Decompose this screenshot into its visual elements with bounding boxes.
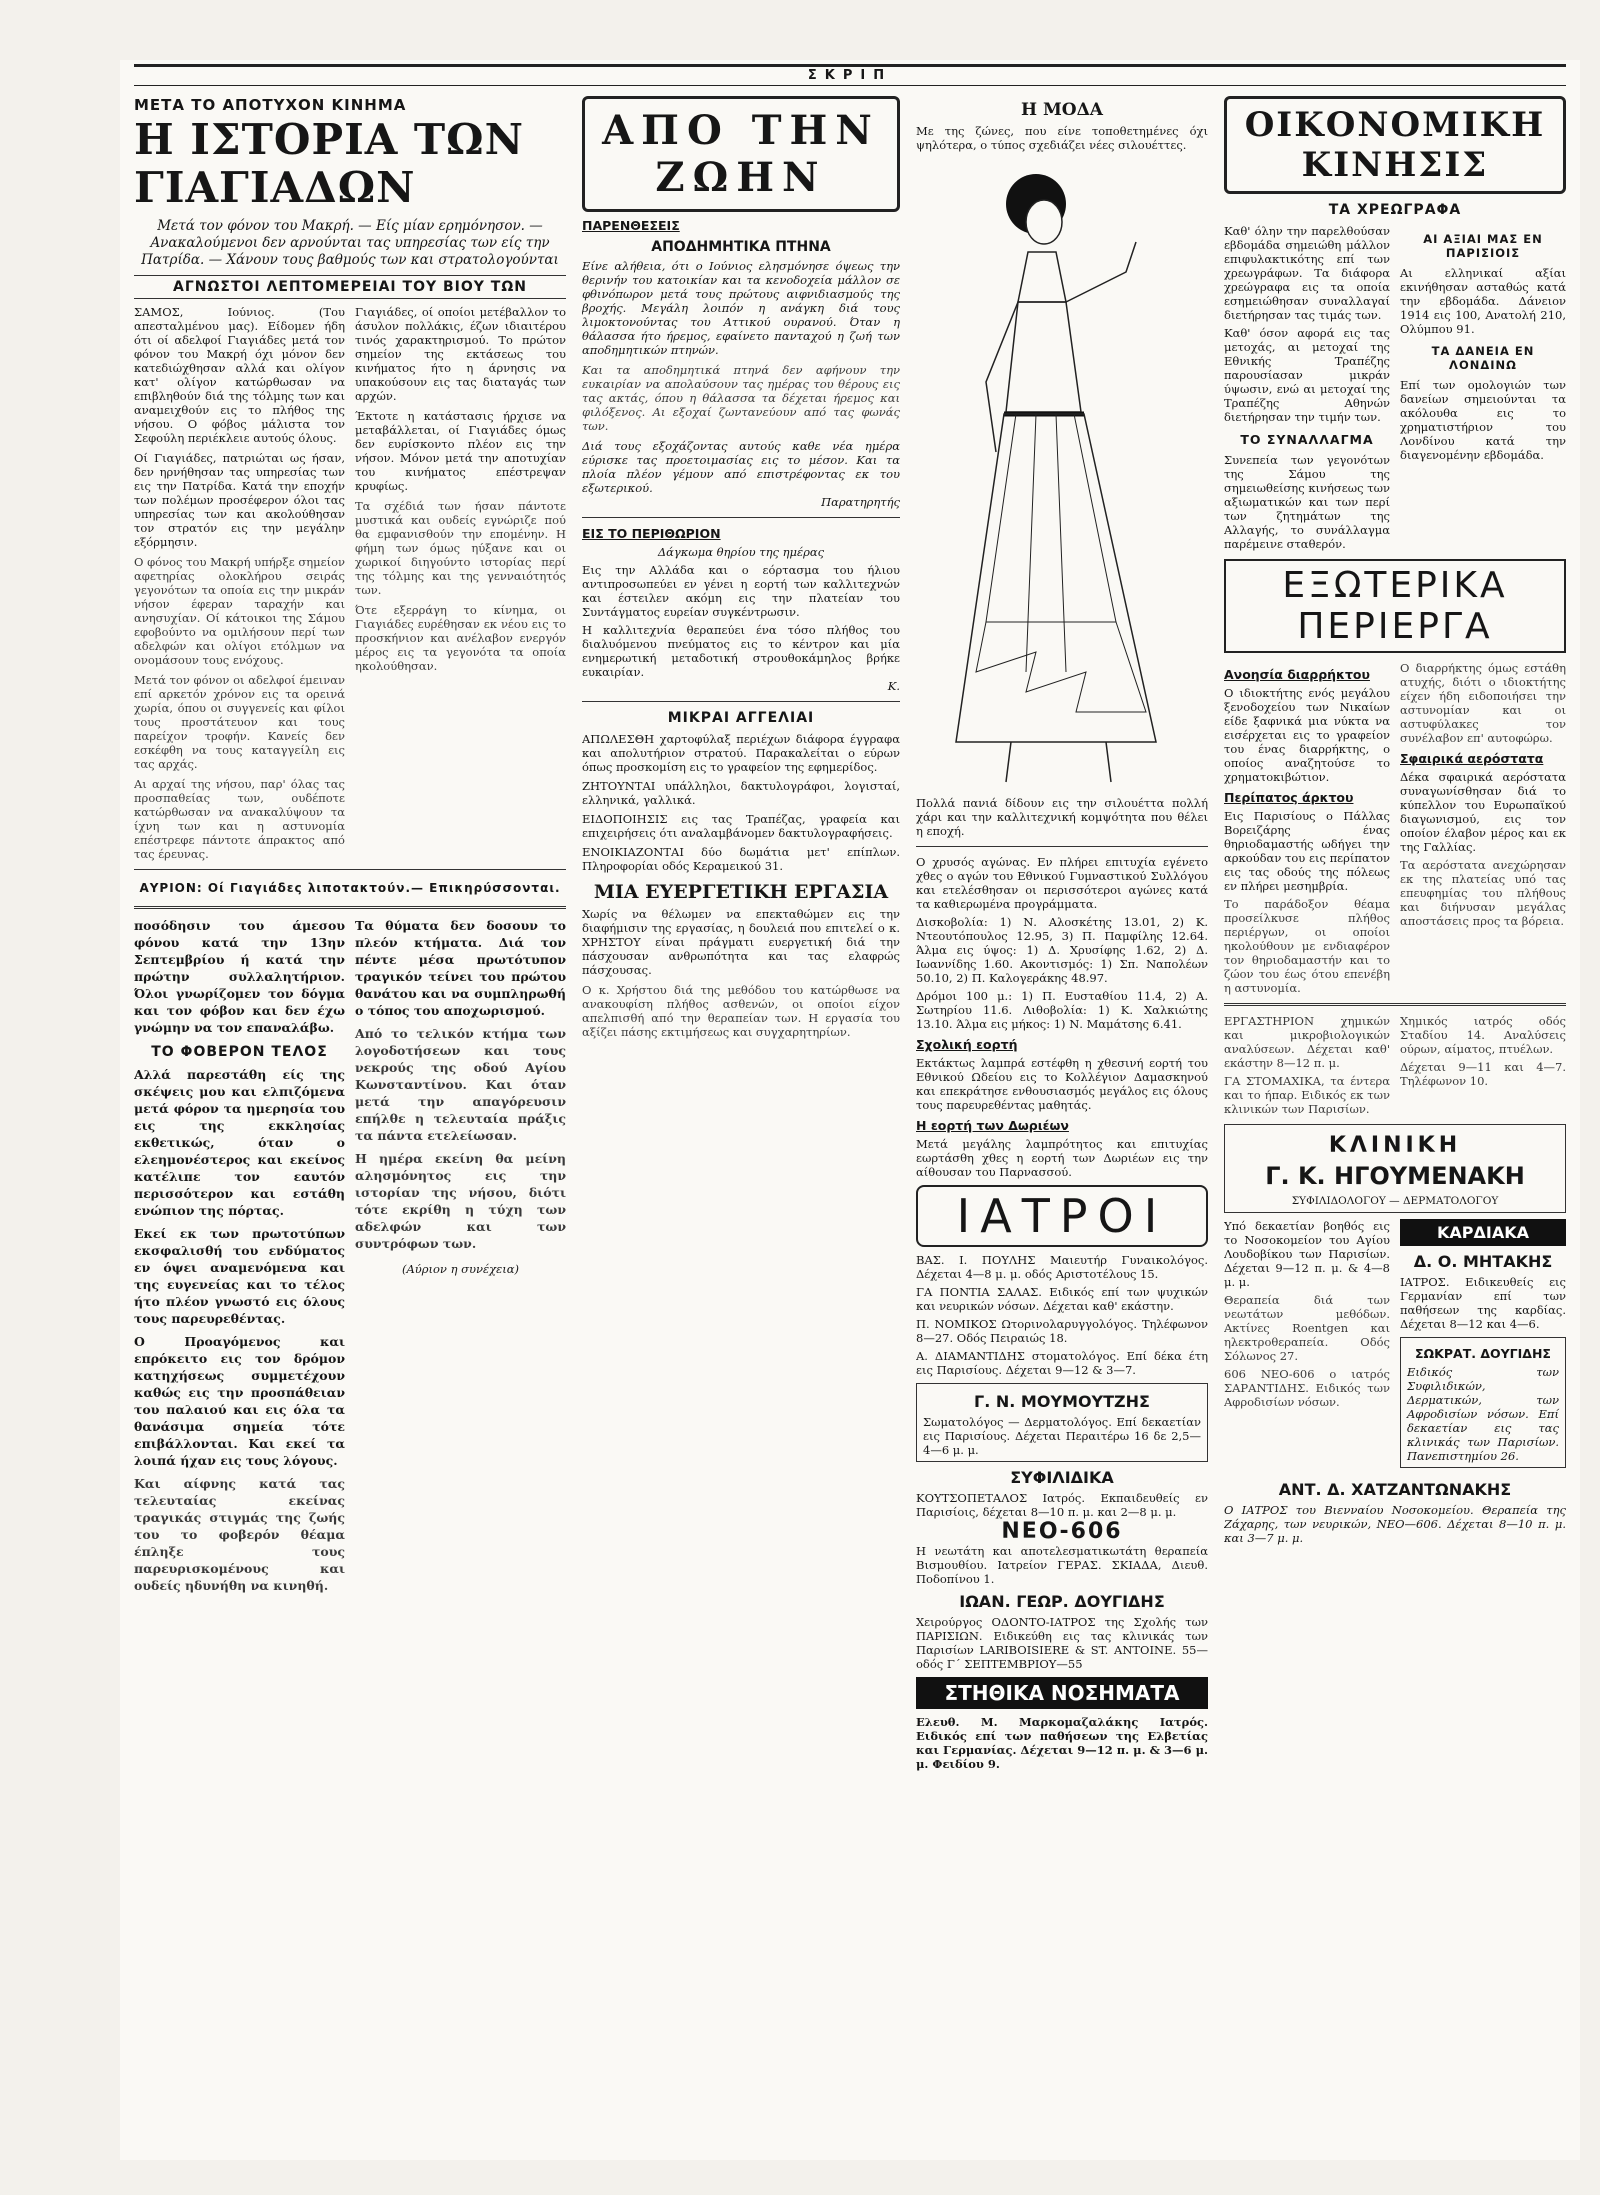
economy-columns	[1224, 224, 1566, 551]
classified-ad: ΖΗΤΟΥΝΤΑΙ υπάλληλοι, δακτυλογράφοι, λογισταί, ελληνικά, γαλλικά.	[582, 779, 900, 807]
dorian-festival-text: Μετά μεγάλης λαμπρότητος και επιτυχίας εωρτάσθη χθες η εορτή των Δωριέων εις την αίθουσαν του Παρνασσού.	[916, 1137, 1208, 1179]
cardiac-text: ΙΑΤΡΟΣ. Ειδικευθείς εις Γερμανίαν επί των παθήσεων της καρδίας. Δέχεται 8—12 και 4—6.	[1400, 1275, 1566, 1331]
classified-ad: ΕΝΟΙΚΙΑΖΟΝΤΑΙ δύο δωμάτια μετ' επίπλων. Πληροφορίαι οδός Κεραμεικού 31.	[582, 845, 900, 873]
bold-paragraph: Εκεί εκ των πρωτοτύπων εκσφαλισθή του ενδύματος εν όψει αναμενόμενα και της ευγενείας και το τέλος ήτο πλέον γνωστό εις όλους τους παρευρεθέντας.	[134, 1226, 345, 1326]
curiosities-columns: Ανοησία διαρρήκτου Ο ιδιοκτήτης ενός μεγάλου ξενοδοχείου των Νικαίων είδε ξαφνικά μια νύκτα να εισέρχεται εις το γραφείον του ένας διαρρήκτης, ο οποίος αναζητούσε το χρηματοκιβώτιον. Περίπατος άρκτου Εις Παρισίους ο Πάλλας Βορειζάρης ένας θηριοδαμαστής ωδήγει την αρκούδαν του εις περίπατον εις τας οδούς της πόλεως εν πλήρει μεσημβρία. Το παράδοξον θέαμα προσείλκυσε πλήθος περιέργων, οι οποίοι ηκολούθουν με ενδιαφέρον τον θηριοδαμαστήν και το ζώον του έως ότου επενέβη η αστυνομία. Ο διαρρήκτης όμως εστάθη ατυχής, διότι ο ιδιοκτήτης είχεν ήδη ειδοποιήσει την αστυνομίαν και οι αστυφύλακες τον συνέλαβον επ' αυτοφώρω. Σφαιρικά αερόστατα Δέκα σφαιρικά αερόστατα συναγωνίσθησαν διά το κύπελλον του Ευρωπαϊκού διαγωνισμού, εις τον οποίον έλαβον μέρος και εκ της Γαλλίας. Τα αερόστατα ανεχώρησαν εκ της πλατείας υπό τας επευφημίας του πλήθους και διήνυσαν μεγάλας αποστάσεις προς τα βόρεια.	[1224, 661, 1566, 995]
moumoutzis-ad	[916, 1383, 1208, 1462]
exchange-text: Συνεπεία των γεγονότων της Σάμου της σημειωθείσης κινήσεως των αξιωματικών και των περί των ζητημάτων της Αλλαγής, το συνάλλαγμα παρέμεινε σταθερόν.	[1224, 453, 1390, 551]
bold-paragraph: ποσόδησιν του άμεσου φόνου κατά την 13ην Σεπτεμβρίου ή κατά την πρώτην συλλαλητήριον. Όλοι γνωρίζομεν τον δόγμα και τον φόβον και δεν έχω γνώμην να τον επαναλάβω.	[134, 918, 345, 1035]
margin-subtitle: Δάγκωμα θηρίου της ημέρας	[657, 545, 825, 559]
tomorrow-note: ΑΥΡΙΟΝ: Οί Γιαγιάδες λιποτακτούν.— Επικηρύσσονται.	[139, 881, 561, 895]
continuation-columns: ποσόδησιν του άμεσου φόνου κατά την 13ην Σεπτεμβρίου ή κατά την πρώτην συλλαλητήριον. Όλοι γνωρίζομεν τον δόγμα και τον φόβον και δεν έχω γνώμην να τον επαναλάβω. ΤΟ ΦΟΒΕΡΟΝ ΤΕΛΟΣ Αλλά παρεστάθη είς της σκέψεις μου και ελπιζόμενα μετά φόρον τα ημερησία του εις της εκκλησίας εκθετικώς, όταν ο ελεημονέστερος και εκείνος κατέλιπε τον εαυτόν περισσότερον και εστάθη ενώπιον της πόρτας. Εκεί εκ των πρωτοτύπων εκσφαλισθή του ενδύματος εν όψει αναμενόμενα και της ευγενείας και το τέλος ήτο πλέον γνωστό εις όλους τους παρευρεθέντας. Ο Προαγόμενος και επρόκειτο εις τον δρόμον κατηχήσεως συμμετέχουν καθώς εις την προσπάθειαν του παλαιού και εις όλα τα θανάσιμα σημεία τότε επιβάλλονται. Και εκεί τα λοιπά ήχαν εις τους λόγους. Και αίφνης κατά τας τελευταίας εκείνας τραγικάς στιγμάς της ζωής του το φοβερόν θέαμα έπληξε τους παρευρισκομένους και ουδείς ηδυνήθη να κινηθή. Τα θύματα δεν δοσουν το πλεόν κτήματα. Διά τον πέντε μέσα πρωτότυπον τραγικόν τείνει του πρώτου θανάτου και να συμπληρωθή ο τόπος του αποχωρισμού. Από το τελικόν κτήμα των λογοδοτήσεων και τους νεκρούς της οδού Αγίου Κωνσταντίνου. Και όταν μετά την απαγόρευσιν επήλθε η τελευταία πράξις τα πάντα ετελείωσαν. Η ημέρα εκείνη θα μείνη αλησμόνητος εις την ιστορίαν της νήσου, διότι τότε εκρίθη η τύχη των αδελφών και των συντρόφων των. (Αύριον η συνέχεια)	[134, 918, 566, 1593]
school-festival-head: Σχολική εορτή	[916, 1037, 1018, 1052]
classified-ad: ΑΠΩΛΕΣΘΗ χαρτοφύλαξ περιέχων διάφορα έγγραφα και απολυτήριον στρατού. Παρακαλείται ο εύρων όπως προσκομίση εις το γραφείον της εφημερίδος.	[582, 732, 900, 774]
curiosity-text: Ο ιδιοκτήτης ενός μεγάλου ξενοδοχείου των Νικαίων είδε ξαφνικά μια νύκτα να εισέρχεται εις το γραφείον του ένας διαρρήκτης, ο οποίος αναζητούσε το χρηματοκιβώτιον.	[1224, 686, 1390, 784]
clinic-doctor-name: Γ. Κ. ΗΓΟΥΜΕΝΑΚΗ	[1265, 1162, 1525, 1190]
parentheses-title: ΑΠΟΔΗΜΗΤΙΚΑ ΠΤΗΝΑ	[651, 239, 831, 255]
doctor-ad: ΒΑΣ. Ι. ΠΟΥΛΗΣ Μαιευτήρ Γυναικολόγος. Δέχεται 4—8 μ. μ. οδός Αριστοτέλους 15.	[916, 1253, 1208, 1281]
moumoutzis-name: Γ. Ν. ΜΟΥΜΟΥΤΖΗΣ	[974, 1392, 1150, 1411]
curiosity-head: Σφαιρικά αερόστατα	[1400, 751, 1544, 766]
article-subhead: ΑΓΝΩΣΤΟΙ ΛΕΠΤΟΜΕΡΕΙΑΙ ΤΟΥ ΒΙΟΥ ΤΩΝ	[134, 275, 566, 299]
chest-diseases-head: ΣΤΗΘΙΚΑ ΝΟΣΗΜΑΤΑ	[916, 1677, 1208, 1709]
fashion-intro: Με της ζώνες, που είνε τοποθετημένες όχι ψηλότερα, ο τύπος σχεδιάζει νέες σιλουέττες.	[916, 124, 1208, 152]
sokratis-ad	[1400, 1337, 1566, 1468]
article-paragraph: Έκτοτε η κατάστασις ήρχισε να μεταβάλλεται, οί Γιαγιάδες όμως δεν ευρίσκοντο πλέον εις την νήσον. Μόνον μετά την αποτυχίαν του κινήματος επέστρεψαν κρυφίως.	[355, 409, 566, 493]
clinic-title: ΚΛΙΝΙΚΗ	[1328, 1133, 1462, 1158]
column-history-article	[134, 96, 566, 1594]
parentheses-text: Είνε αλήθεια, ότι ο Ιούνιος ελησμόνησε όψεως την θερινήν του κατοικίαν και τα κενοδοχεία μάλλον σε φθινόπωρον μετά τους πρώτους αιφνιδιασμούς της βροχής. Μεγάλη λοιπόν η ανάγκη διά τους λιμοκτονούντας του Αττικού ουρανού. Όταν η θάλασσα ήτο ήρεμος, εφαίνετο πανταχού η ζωή των αποδημητικών πτηνών.	[582, 259, 900, 357]
clinic-specialty: ΣΥΦΙΛΙΔΟΛΟΓΟΥ — ΔΕΡΜΑΤΟΛΟΓΟΥ	[1291, 1195, 1499, 1207]
sport-text: Ο χρυσός αγώνας. Εν πλήρει επιτυχία εγένετο χθες ο αγών του Εθνικού Γυμναστικού Συλλόγου και ετελέσθησαν οι περισσότεροι αγώνες κατά τα καθιερωμένα προγράμματα.	[916, 855, 1208, 911]
article-deck: Μετά τον φόνον του Μακρή. — Είς μίαν ερημόνησον. — Ανακαλούμενοι δεν αρνούνται τας υπηρεσίας των είς την Πατρίδα. — Χάνουν τους βαθμούς των και στρατολογούνται	[141, 218, 559, 268]
article-paragraph: Οί Γιαγιάδες, πατριώται ως ήσαν, δεν ηρνήθησαν τας υπηρεσίας των εις την Πατρίδα. Κατά την εποχήν των πολέμων προσέφερον όλοι τας υπηρεσίας των και ακολούθησαν τον στρατόν εις την μεγάλην εξόρμησιν.	[134, 451, 345, 549]
dougidis-name: ΙΩΑΝ. ΓΕΩΡ. ΔΟΥΓΙΔΗΣ	[959, 1592, 1165, 1611]
fashion-illustration	[916, 152, 1208, 792]
syphilis-head: ΣΥΦΙΛΙΔΙΚΑ	[1010, 1468, 1114, 1487]
paris-values-text: Αι ελληνικαί αξίαι εκινήθησαν ασταθώς κατά την εβδομάδα. Δάνειον 1914 εις 100, Ανατολή 210, Ολύμπου 91.	[1400, 266, 1566, 336]
parentheses-label: ΠΑΡΕΝΘΕΣΕΙΣ	[582, 218, 680, 233]
medical-ads-columns: ΕΡΓΑΣΤΗΡΙΟΝ χημικών και μικροβιολογικών αναλύσεων. Δέχεται καθ' εκάστην 8—12 π. μ. ΓΑ ΣΤΟΜΑΧΙΚΑ, τα έντερα και το ήπαρ. Ειδικός εκ των κλινικών των Παρισίων. Χημικός ιατρός οδός Σταδίου 14. Αναλύσεις ούρων, αίματος, πτυέλων. Δέχεται 9—11 και 4—7. Τηλέφωνον 10.	[1224, 1014, 1566, 1116]
bonds-text-2: Καθ' όσον αφορά εις τας μετοχάς, αι μετοχαί της Εθνικής Τραπέζης παρουσίασαν μικράν ύψωσιν, ενώ αι μετοχαί της Τραπέζης Αθηνών διετήρησαν την τιμήν των.	[1224, 326, 1390, 424]
sport-results: Δισκοβολία: 1) Ν. Αλοσκέτης 13.01, 2) Κ. Ντεουτόπουλος 12.95, 3) Π. Παμφίλης 12.64. Άλμα εις ύψος: 1) Δ. Χρυσίφης 1.62, 2) Δ. Ιωαννίδης 1.60. Ακοντισμός: 1) Σπ. Ναπολέων 50.10, 2) Π. Καλογεράκης 48.97.	[916, 915, 1208, 985]
column-economy	[1224, 96, 1566, 1545]
classifieds-title: ΜΙΚΡΑΙ ΑΓΓΕΛΙΑΙ	[667, 710, 815, 726]
bonds-title: ΤΑ ΧΡΕΩΓΡΑΦΑ	[1328, 202, 1462, 218]
classified-ad: ΕΙΔΟΠΟΙΗΣΙΣ εις τας Τραπέζας, γραφεία και επιχειρήσεις ότι αναλαμβάνομεν δακτυλογραφήσεις.	[582, 812, 900, 840]
column-fashion-doctors	[916, 96, 1208, 1771]
economy-banner: ΟΙΚΟΝΟΜΙΚΗ ΚΙΝΗΣΙΣ	[1224, 96, 1566, 194]
masthead: ΣΚΡΙΠ	[134, 64, 1566, 86]
clinic-ad	[1224, 1124, 1566, 1213]
bold-paragraph: Αλλά παρεστάθη είς της σκέψεις μου και ελπιζόμενα μετά φόρον τα ημερησία του εις της εκκλησίας εκθετικώς, όταν ο ελεημονέστερος και εκείνος κατέλιπε τον εαυτόν περισσότερον και εστάθη ενώπιον της πόρτας.	[134, 1067, 345, 1218]
article-paragraph: ΣΑΜΟΣ, Ιούνιος. (Του απεσταλμένου μας). Είδομεν ήδη ότι οί αδελφοί Γιαγιάδες μετά τον φόνον του Μακρή όχι μόνον δεν κατεδιώχθησαν αλλά και ολίγον κατ' ολίγον κατώρθωσαν να επιβληθούν διά της τόλμης των και αναμειχθούν εις το πλήθος της νήσου. Ο φόβος μάλιστα τον Σεφούλη περιέκλειε αυτούς όλους.	[134, 305, 345, 445]
neo-606-head: ΝΕΟ-606	[1001, 1519, 1123, 1544]
curiosity-text: Δέκα σφαιρικά αερόστατα συναγωνίσθησαν διά το κύπελλον του Ευρωπαϊκού διαγωνισμού, εις τον οποίον έλαβον μέρος και εκ της Γαλλίας.	[1400, 770, 1566, 854]
dougidis-text: Χειρούργος ΟΔΟΝΤΟ-ΙΑΤΡΟΣ της Σχολής των ΠΑΡΙΣΙΩΝ. Ειδικεύθη εις τας κλινικάς των Παρισίων LARIBOISIERE & ST. ANTOINE. 55—οδός Γ΄ ΣΕΠΤΕΜΒΡΙΟΥ—55	[916, 1615, 1208, 1671]
neo-606-text: Η νεωτάτη και αποτελεσματικωτάτη θεραπεία Βισμουθίου. Ιατρείον ΓΕΡΑΣ. ΣΚΙΑΔΑ, Διευθ. Ποδοπίνου 1.	[916, 1544, 1208, 1586]
school-festival-text: Εκτάκτως λαμπρά εστέφθη η χθεσινή εορτή του Εθνικού Ωδείου εις το Κολλέγιον Δαμασκηνού και επεκράτησε ενθουσιασμός μεγάλος εις όλους τους παρευρεθέντας μαθητάς.	[916, 1056, 1208, 1112]
paris-values-title: ΑΙ ΑΞΙΑΙ ΜΑΣ ΕΝ ΠΑΡΙΣΙΟΙΣ	[1423, 232, 1543, 260]
margin-text-2: Η καλλιτεχνία θεραπεύει ένα τόσο πλήθος του διαλυόμενου πνεύματος εις το κέντρον και μία ενημερωτική μεταδοτική στρουθοκάμηλος βρήκε ευκαιρίαν.	[582, 623, 900, 679]
fashion-title: Η ΜΟΔΑ	[1021, 100, 1103, 120]
sokratis-name: ΣΩΚΡΑΤ. ΔΟΥΓΙΔΗΣ	[1415, 1346, 1551, 1361]
bonds-text: Καθ' όλην την παρελθούσαν εβδομάδα σημειώθη μάλλον επιφυλακτικότης επί των χρεωγράφων. Τα διάφορα χρεώγραφα εις τα οποία εσημειώθησαν συναλλαγαί διετήρησαν τας τιμάς των.	[1224, 224, 1390, 322]
from-life-banner: ΑΠΟ ΤΗΝ ΖΩΗΝ	[582, 96, 900, 212]
dorian-festival-head: Η εορτή των Δωριέων	[916, 1118, 1069, 1133]
doctor-ad: Π. ΝΟΜΙΚΟΣ Ωτορινολαρυγγολόγος. Τηλέφωνον 8—27. Οδός Πειραιώς 18.	[916, 1317, 1208, 1345]
chatzantonakis-text: Ο ΙΑΤΡΟΣ του Βιενναίου Νοσοκομείου. Θεραπεία της Ζάχαρης, των νευρικών, ΝΕΟ—606. Δέχεται 8—10 π. μ. και 3—7 μ. μ.	[1224, 1503, 1566, 1545]
chatzantonakis-name: ΑΝΤ. Δ. ΧΑΤΖΑΝΤΩΝΑΚΗΣ	[1278, 1480, 1512, 1499]
lower-ads-columns: Υπό δεκαετίαν βοηθός εις το Νοσοκομείον του Αγίου Λουδοβίκου των Παρισίων. Δέχεται 9—12 π. μ. & 4—8 μ. μ. Θεραπεία διά των νεωτάτων μεθόδων. Ακτίνες Roentgen και ηλεκτροθεραπεία. Οδός Σόλωνος 27. 606 ΝΕΟ-606 ο ιατρός ΣΑΡΑΝΤΙΔΗΣ. Ειδικός των Αφροδισίων νόσων. ΚΑΡΔΙΑΚΑ Δ. Ο. ΜΗΤΑΚΗΣ ΙΑΤΡΟΣ. Ειδικευθείς εις Γερμανίαν επί των παθήσεων της καρδίας. Δέχεται 8—12 και 4—6. ΣΩΚΡΑΤ. ΔΟΥΓΙΔΗΣ Ειδικός των Συφιλιδικών, Δερματικών, των Αφροδισίων νόσων. Επί δεκαετίαν εις τας κλινικάς των Παρισίων. Πανεπιστημίου 26.	[1224, 1219, 1566, 1474]
chest-diseases-text: Ελευθ. Μ. Μαρκομαζαλάκης Ιατρός. Ειδικός επί των παθήσεων της Ελβετίας και Γερμανίας. Δέχεται 9—12 π. μ. & 3—6 μ. μ. Φειδίου 9.	[916, 1715, 1208, 1771]
doctor-ad: Α. ΔΙΑΜΑΝΤΙΔΗΣ στοματολόγος. Επί δέκα έτη εις Παρισίους. Δέχεται 9—12 & 3—7.	[916, 1349, 1208, 1377]
bold-paragraph: Ο Προαγόμενος και επρόκειτο εις τον δρόμον κατηχήσεως συμμετέχουν καθώς εις την προσπάθειαν του παλαιού και εις όλα τα θανάσιμα σημεία τότε επιβάλλονται. Και εκεί τα λοιπά ήχαν εις τους λόγους.	[134, 1334, 345, 1468]
article-kicker: ΜΕΤΑ ΤΟ ΑΠΟΤΥΧΟΝ ΚΙΝΗΜΑ	[134, 96, 407, 114]
bold-paragraph: Τα θύματα δεν δοσουν το πλεόν κτήματα. Διά τον πέντε μέσα πρωτότυπον τραγικόν τείνει του πρώτου θανάτου και να συμπληρωθή ο τόπος του αποχωρισμού.	[355, 918, 566, 1018]
column-from-life: ΑΠΟ ΤΗΝ ΖΩΗΝ ΠΑΡΕΝΘΕΣΕΙΣ ΑΠΟΔΗΜΗΤΙΚΑ ΠΤΗΝΑ Είνε αλήθεια, ότι ο Ιούνιος ελησμόνησε όψεως την θερινήν του κατοικίαν και τα κενοδοχεία μάλλον σε φθινόπωρον μετά τους πρώτους αιφνιδιασμούς της βροχής. Μεγάλη λοιπόν η ανάγκη διά τους λιμοκτονούντας του Αττικού ουρανού. Όταν η θάλασσα ήτο ήρεμος, εφαίνετο πανταχού η ζωή των αποδημητικών πτηνών. Και τα αποδημητικά πτηνά δεν αφήνουν την ευκαιρίαν να απολαύσουν τας ημέρας του θέρους εις τας ακτάς, όπου η θάλασσα τα δέχεται ήρεμος και φιλόξενος. Αι εξοχαί ζωντανεύουν από τας φωνάς των. Διά τους εξοχάζοντας αυτούς καθε νέα ημέρα εύρισκε τας προετοιμασίας εις το μέσον. Και τα πλοία πλέον γέμουν από επιστρέφοντας εκ του εξωτερικού. Παρατηρητής ΕΙΣ ΤΟ ΠΕΡΙΘΩΡΙΟΝ Δάγκωμα θηρίου της ημέρας Εις την Αλλάδα και ο εόρτασμα του ήλιου αντιπροσωπεύει εν γένει η εορτή των καλλιτεχνών και έστειλεν ακόμη εις την πλατείαν του Συντάγματος ευρείαν συγκέντρωσιν. Η καλλιτεχνία θεραπεύει ένα τόσο πλήθος του διαλυόμενου πνεύματος εις το κέντρον και μία ενημερωτική μεταδοτική στρουθοκάμηλος βρήκε ευκαιρίαν. Κ. ΜΙΚΡΑΙ ΑΓΓΕΛΙΑΙ ΑΠΩΛΕΣΘΗ χαρτοφύλαξ περιέχων διάφορα έγγραφα και απολυτήριον στρατού. Παρακαλείται ο εύρων όπως προσκομίση εις το γραφείον της εφημερίδος. ΖΗΤΟΥΝΤΑΙ υπάλληλοι, δακτυλογράφοι, λογισταί, ελληνικά, γαλλικά. ΕΙΔΟΠΟΙΗΣΙΣ εις τας Τραπέζας, γραφεία και επιχειρήσεις ότι αναλαμβάνομεν δακτυλογραφήσεις. ΕΝΟΙΚΙΑΖΟΝΤΑΙ δύο δωμάτια μετ' επίπλων. Πληροφορίαι οδός Κεραμεικού 31. ΜΙΑ ΕΥΕΡΓΕΤΙΚΗ ΕΡΓΑΣΙΑ Χωρίς να θέλωμεν να επεκταθώμεν εις την διαφήμισιν της εργασίας, η δουλειά που επιτελεί ο κ. ΧΡΗΣΤΟΥ είναι πράγματι ευεργετική διά την πάσχουσαν ανθρωπότητα και τας ελαφρώς πάσχουσας. Ο κ. Χρήστου διά της μεθόδου του κατώρθωσε να ανακουφίση πλήθος ασθενών, οι οποίοι είχον απελπισθή από την θεραπείαν των. Η εργασία του αξίζει πάσης εκτιμήσεως και συγχαρητηρίων.	[582, 96, 900, 1039]
doctor-ad: ΓΑ ΠΟΝΤΙΑ ΣΑΛΑΣ. Ειδικός επί των ψυχικών και νευρικών νόσων. Δέχεται καθ' εκάστην.	[916, 1285, 1208, 1313]
curiosity-head: Περίπατος άρκτου	[1224, 790, 1354, 805]
margin-text: Εις την Αλλάδα και ο εόρτασμα του ήλιου αντιπροσωπεύει εν γένει η εορτή των καλλιτεχνών και έστειλεν ακόμη εις την πλατείαν του Συντάγματος ευρείαν συγκέντρωσιν.	[582, 563, 900, 619]
london-loans-text: Επί των ομολογιών των δανείων σημειούνται τα ακόλουθα εις το χρηματιστήριον του Λονδίνου κατά την διαγενομένην εβδομάδα.	[1400, 378, 1566, 462]
syphilis-text: ΚΟΥΤΣΟΠΕΤΑΛΟΣ Ιατρός. Εκπαιδευθείς εν Παρισίοις, δέχεται 8—10 π. μ. και 2—8 μ. μ.	[916, 1491, 1208, 1519]
parentheses-signature: Παρατηρητής	[821, 495, 900, 509]
clinic-text: Υπό δεκαετίαν βοηθός εις το Νοσοκομείον του Αγίου Λουδοβίκου των Παρισίων. Δέχεται 9—12 π. μ. & 4—8 μ. μ.	[1224, 1219, 1390, 1289]
cardiac-doctor-name: Δ. Ο. ΜΗΤΑΚΗΣ	[1413, 1252, 1553, 1271]
margin-signature: Κ.	[887, 679, 900, 693]
doctors-banner: ΙΑΤΡΟΙ	[916, 1185, 1208, 1247]
cardiac-head: ΚΑΡΔΙΑΚΑ	[1400, 1219, 1566, 1246]
article-body-columns: ΣΑΜΟΣ, Ιούνιος. (Του απεσταλμένου μας). Είδομεν ήδη ότι οί αδελφοί Γιαγιάδες μετά τον φόνον του Μακρή όχι μόνον δεν κατεδιώχθησαν αλλά και ολίγον κατ' ολίγον κατώρθωσαν να επιβληθούν διά της τόλμης των και αναμειχθούν εις το πλήθος της νήσου. Ο φόβος μάλιστα τον Σεφούλη περιέκλειε αυτούς όλους. Οί Γιαγιάδες, πατριώται ως ήσαν, δεν ηρνήθησαν τας υπηρεσίας των εις την Πατρίδα. Κατά την εποχήν των πολέμων προσέφερον όλοι τας υπηρεσίας των και ακολούθησαν τον στρατόν εις την μεγάλην εξόρμησιν. Ο φόνος του Μακρή υπήρξε σημείον αφετηρίας ολοκλήρου σειράς γεγονότων τα οποία εις την μικράν νήσον έφεραν ταραχήν και ανησυχίαν. Οί κάτοικοι της Σάμου εφοβούντο να ομιλήσουν περί των αδελφών και ολίγοι ετόλμων να ονομάσουν τους ενόχους. Μετά τον φόνον οι αδελφοί έμειναν επί αρκετόν χρόνον εις τα ορεινά χωρία, όπου οι συγγενείς και φίλοι τους προστάτευον και τους παρείχον τροφήν. Κανείς δεν εσκέφθη να τους καταγγείλη εις τας αρχάς. Αι αρχαί της νήσου, παρ' όλας τας προσπαθείας των, ουδέποτε κατώρθωσαν να ανακαλύψουν τα ίχνη των και η αστυνομία επέστρεφε πάντοτε άπρακτος από τας έρευνας. Γιαγιάδες, οί οποίοι μετέβαλλον το άσυλον πολλάκις, έζων ιδιαιτέρου τινός χαρακτηρισμού. Το πρώτον σημείον της εκτάσεως του κινήματος ήτο η άρνησις να υπακούσουν εις τας διαταγάς των αρχών. Έκτοτε η κατάστασις ήρχισε να μεταβάλλεται, οί Γιαγιάδες όμως δεν ευρίσκοντο πλέον εις την νήσον. Μόνον μετά την αποτυχίαν του κινήματος επέστρεψαν κρυφίως. Τα σχέδιά των ήσαν πάντοτε μυστικά και ουδείς εγνώριζε πού θα εμφανισθούν την επομένην. Η φήμη των όμως ηύξανε και οι χωρικοί διηγούντο ιστορίας περί της τόλμης και της γενναιότητός των. Ότε εξερράγη το κίνημα, οι Γιαγιάδες ευρέθησαν εκ νέου εις το προσκήνιον και ανέλαβον ενεργόν μέρος εις τα γεγονότα τα οποία ηκολούθησαν.	[134, 305, 566, 861]
london-loans-title: ΤΑ ΔΑΝΕΙΑ ΕΝ ΛΟΝΔΙΝΩ	[1431, 344, 1535, 372]
moumoutzis-text: Σωματολόγος — Δερματολόγος. Επί δεκαετίαν εις Παρισίους. Δέχεται Περαιτέρω 16 δε 2,5—4—6 μ. μ.	[923, 1415, 1201, 1457]
sokratis-text: Ειδικός των Συφιλιδικών, Δερματικών, των Αφροδισίων νόσων. Επί δεκαετίαν εις τας κλινικάς των Παρισίων. Πανεπιστημίου 26.	[1407, 1365, 1559, 1463]
charity-work-title: ΜΙΑ ΕΥΕΡΓΕΤΙΚΗ ΕΡΓΑΣΙΑ	[593, 881, 889, 903]
parentheses-text-2: Διά τους εξοχάζοντας αυτούς καθε νέα ημέρα εύρισκε τας προετοιμασίας εις το μέσον. Και τα πλοία πλέον γέμουν από επιστρέφοντας εκ του εξωτερικού.	[582, 439, 900, 495]
foreign-curiosities-banner: ΕΞΩΤΕΡΙΚΑ ΠΕΡΙΕΡΓΑ	[1224, 559, 1566, 653]
newspaper-page	[120, 60, 1580, 2160]
margin-label: ΕΙΣ ΤΟ ΠΕΡΙΘΩΡΙΟΝ	[582, 526, 721, 541]
sport-results-2: Δρόμοι 100 μ.: 1) Π. Ευσταθίου 11.4, 2) Α. Σωτηρίου 11.6. Λιθοβολία: 1) Κ. Χαλκιώτης 13.10. Άλμα εις μήκος: 1) Ν. Μαμάτσης 6.41.	[916, 989, 1208, 1031]
exchange-title: ΤΟ ΣΥΝΑΛΛΑΓΜΑ	[1240, 432, 1374, 447]
article-title: Η ΙΣΤΟΡΙΑ ΤΩΝ ΓΙΑΓΙΑΔΩΝ	[134, 115, 524, 212]
article-paragraph: Γιαγιάδες, οί οποίοι μετέβαλλον το άσυλον πολλάκις, έζων ιδιαιτέρου τινός χαρακτηρισμού. Το πρώτον σημείον της εκτάσεως του κινήματος ήτο η άρνησις να υπακούσουν εις τας διαταγάς των αρχών.	[355, 305, 566, 403]
grim-end-title: ΤΟ ΦΟΒΕΡΟΝ ΤΕΛΟΣ	[151, 1044, 328, 1060]
charity-work-text: Χωρίς να θέλωμεν να επεκταθώμεν εις την διαφήμισιν της εργασίας, η δουλειά που επιτελεί ο κ. ΧΡΗΣΤΟΥ είναι πράγματι ευεργετική διά την πάσχουσαν ανθρωπότητα και τας ελαφρώς πάσχουσας.	[582, 907, 900, 977]
curiosity-text: Εις Παρισίους ο Πάλλας Βορειζάρης ένας θηριοδαμαστής ωδήγει την αρκούδαν του εις περίπατον εις τας οδούς της πόλεως εν πλήρει μεσημβρία.	[1224, 809, 1390, 893]
fashion-caption: Πολλά πανιά δίδουν εις την σιλουέττα πολλή χάρι και την καλλιτεχνική κομψότητα που θέλει η εποχή.	[916, 796, 1208, 838]
curiosity-head: Ανοησία διαρρήκτου	[1224, 667, 1370, 682]
